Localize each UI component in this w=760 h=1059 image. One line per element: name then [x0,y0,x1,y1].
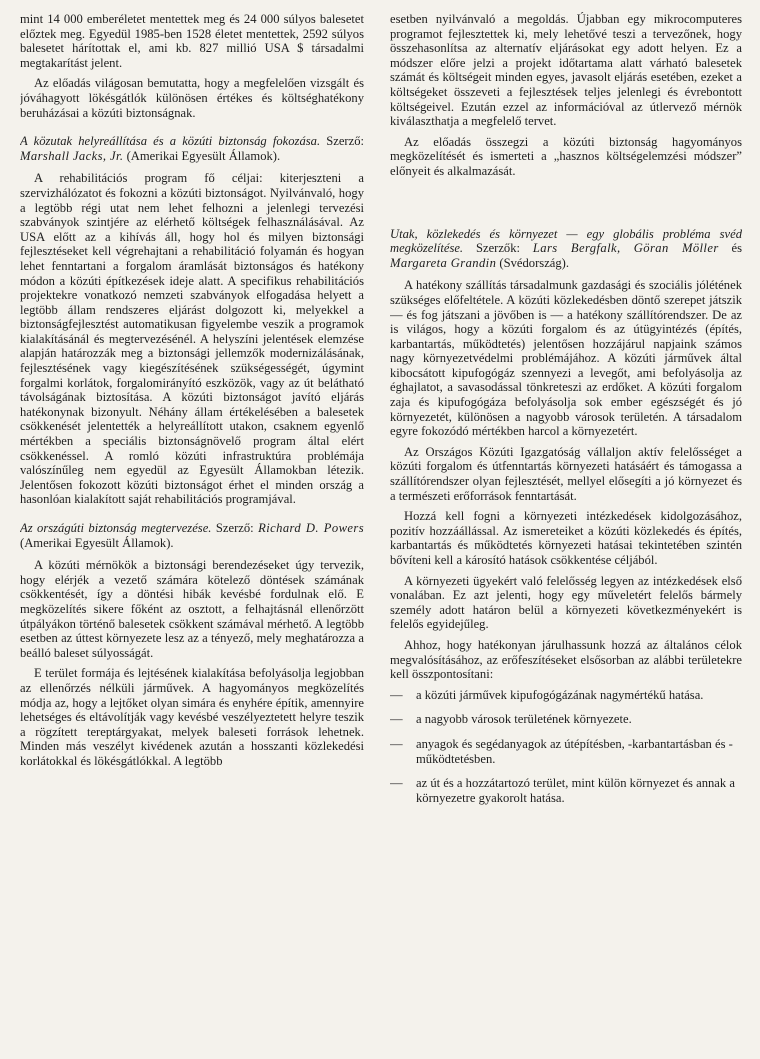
paragraph: Ahhoz, hogy hatékonyan járulhassunk hozzá az általános célok megvalósításához, az erőfeszítéseket elsősorban az alábbi területekre kell összpontosítani: [390,637,742,682]
section-title: A közutak helyreállítása és a közúti biztonság fokozása. [20,134,321,149]
paragraph: Az Országos Közúti Igazgatóság vállaljon aktív felelősséget a közúti forgalom és útfenntartás környezeti hatásáért és támogassa a szállítórendszer olyan fejlesztését, mellyel elősegíti a jó környezet és a természeti erőforrások fenntartását. [390,444,742,503]
section-heading [20,521,364,550]
author-name: Lars Bergfalk, Göran Möller [532,241,719,256]
section-title: Az országúti biztonság megtervezése. [20,521,212,535]
paragraph: A közúti mérnökök a biztonsági berendezéseket úgy tervezik, hogy elérjék a vezető számára kötelező döntések számának csökkentését, így a döntési hibák kevésbé fordulnak elő. E megközelítés sikere főként az osztott, a felhajtásnál ellenőrzött útpályákon történő balesetek csökkent számával mérhető. A legtöbb esetben az úttest környezete lesz az a tényező, mely meghatározza a beálló baleset súlyosságát. [20,558,364,660]
focus-area-list [390,688,742,806]
paragraph: A hatékony szállítás társadalmunk gazdasági és szociális jólétének szükséges előfeltétele. A közúti közlekedésben döntő szerepet játszik — és fog játszani a jövőben is — a hatékony szállítórendszer. De az is világos, hogy a közúti forgalom és az útügyintézés (építés, karbantartás, működtetés) jelentősen hozzájárul napjaink számos nagy környezetvédelmi problémájához. A közúti járművek által kibocsátott kipufogógáz szennyezi a levegőt, ami befolyásolja az éghajlatot, a savasodással tönkreteszi az erdőket. A közúti forgalom zaja és kipufogógáza befolyásolja sok ember egészségét és jó környezetét, különösen a nagyobb városok területén. A társadalom egyre fokozódó mértékben harcol a környezetért. [390,278,742,439]
list-item: — a nagyobb városok területének környezete. [390,712,742,727]
paragraph: E terület formája és lejtésének kialakítása befolyásolja legjobban az ellenőrzés nélküli járművek. A hagyományos megközelítés módja az, hogy a lejtőket olyan simára és enyhére építik, amennyire lehetséges és eltávolítják vagy kevésbé veszélyeztetett helyre teszik a rögzített tereptárgyakat, melyek baleseti források lehetnek. Minden más veszélyt kivédenek azután a hosszanti közlekedési korlátokkal és lökésgátlókkal. A legtöbb [20,666,364,768]
paragraph: A környezeti ügyekért való felelősség legyen az intézkedések első vonalában. Ez azt jelenti, hogy egy műveletért felelős bármely személy adott határon belül a környezeti következményekért is felelős egyidejűleg. [390,573,742,632]
list-item: — az út és a hozzátartozó terület, mint külön környezet és annak a környezetre gyakorolt hatása. [390,776,742,805]
paragraph: mint 14 000 emberéletet mentettek meg és 24 000 súlyos balesetet előztek meg. Egyedül 1985-ben 1528 életet mentettek, 2592 súlyos balesetet hárítottak el, ami kb. 827 millió USA $ társadalmi megtakarítást jelent. [20,12,364,70]
right-column [390,12,742,1059]
author-and: és [731,241,742,256]
section-heading [20,134,364,163]
paragraph: Az előadás összegzi a közúti biztonság hagyományos megközelítését és ismerteti a „hasznos költségelemzési módszer” előnyeit és alkalmazását. [390,134,742,178]
list-item: — anyagok és segédanyagok az útépítésben, -karbantartásban és -működtetésben. [390,737,742,766]
paragraph: Az előadás világosan bemutatta, hogy a megfelelően vizsgált és jóváhagyott lökésgátlók különösen értékes és költséghatékony beruházásai a közúti biztonságnak. [20,76,364,120]
author-country: (Svédország). [499,255,570,270]
author-country: (Amerikai Egyesült Államok). [126,148,281,163]
author-prefix: Szerző: [215,521,254,535]
paragraph: A rehabilitációs program fő céljai: kiterjeszteni a szervizhálózatot és fokozni a közúti biztonságot. Nyilvánvaló, hogy a legtöbb régi utat nem lehet felhozni a jelenlegi tervezési szabványok szintjére az elérhető költségek felhasználásával. Az USA előtt az a kihívás áll, hogy hol és milyen biztonsági fejlesztéseket kell végrehajtani a rehabilitáció folyamán és hogyan lehet fenntartani a forgalom áramlását biztonságos és hatékony módon a közúti építkezések ideje alatt. A specifikus rehabilitációs projektekre vonatkozó nemzeti szabványok elfogadása helyett a legtöbb állam rendszeres eljárást dolgozott ki, melyekkel a biztonságfejlesztést automatikusan figyelembe veszik a programok kialakításánál és megtervezésénél. A helyszíni jelentések elemzése alapján határozzák meg a biztonsági jellemzők modernizálásának, fejlesztésének vagy kiegészítésének szükségességét, úgymint forgalmi korlátok, forgalomirányító eszközök, vagy az út belátható távolságának biztosítása. A közúti biztonságot javító eljárás hatékonynak bizonyult. Néhány állam értékelésében a balesetek csökkenését jelentették a helyreállított utakon, csaknem egyenlő mértékben a speciális biztonságnövelő program által elért csökkenéssel. A romló közúti infrastruktúra problémája valószínűleg nem egyedül az Egyesült Államokban létezik. Jelentősen fokozott közúti biztonságot érhet el minden ország a hasonlóan kialakított saját rehabilitációs programjával. [20,171,364,507]
section-heading [390,227,742,271]
author-name: Marshall Jacks, Jr. [20,148,124,163]
author-country: (Amerikai Egyesült Államok). [20,535,174,550]
left-column [20,12,364,1059]
paragraph: Hozzá kell fogni a környezeti intézkedések kidolgozásához, pozitív hozzáállással. Az ismereteiket a közúti közlekedés és építés, karbantartás és működtetés környezeti hatásai tekintetében szintén bővíteni kell a károsító hatások csökkentése céljából. [390,509,742,567]
section-gap [390,185,742,213]
list-item: — a közúti járművek kipufogógázának nagymértékű hatása. [390,688,742,703]
author-prefix: Szerzők: [475,241,521,256]
author-name: Margareta Grandin [390,255,497,270]
author-prefix: Szerző: [326,134,364,149]
section-title: Utak, közlekedés és környezet — egy globális probléma svéd megközelítése. [390,226,742,256]
paragraph: esetben nyilvánvaló a megoldás. Újabban egy mikrocomputeres programot fejlesztettek ki, mely lehetővé teszi a tervezőnek, hogy összehasonlítsa az alternatív eljárásokat egy adott helyen. Ez a módszer előre jelzi a projekt időtartama alatt várható balesetek számát és költségeit minden egyes, javasolt eljárás esetében, ezeket a költségeket összeveti a fejlesztések teljes jelenlegi és évrebontott költségeivel. Ezután ezzel az információval az útlervező mérnök kiválaszthatja a megfelelő tervet. [390,12,742,129]
author-name: Richard D. Powers [258,521,364,535]
